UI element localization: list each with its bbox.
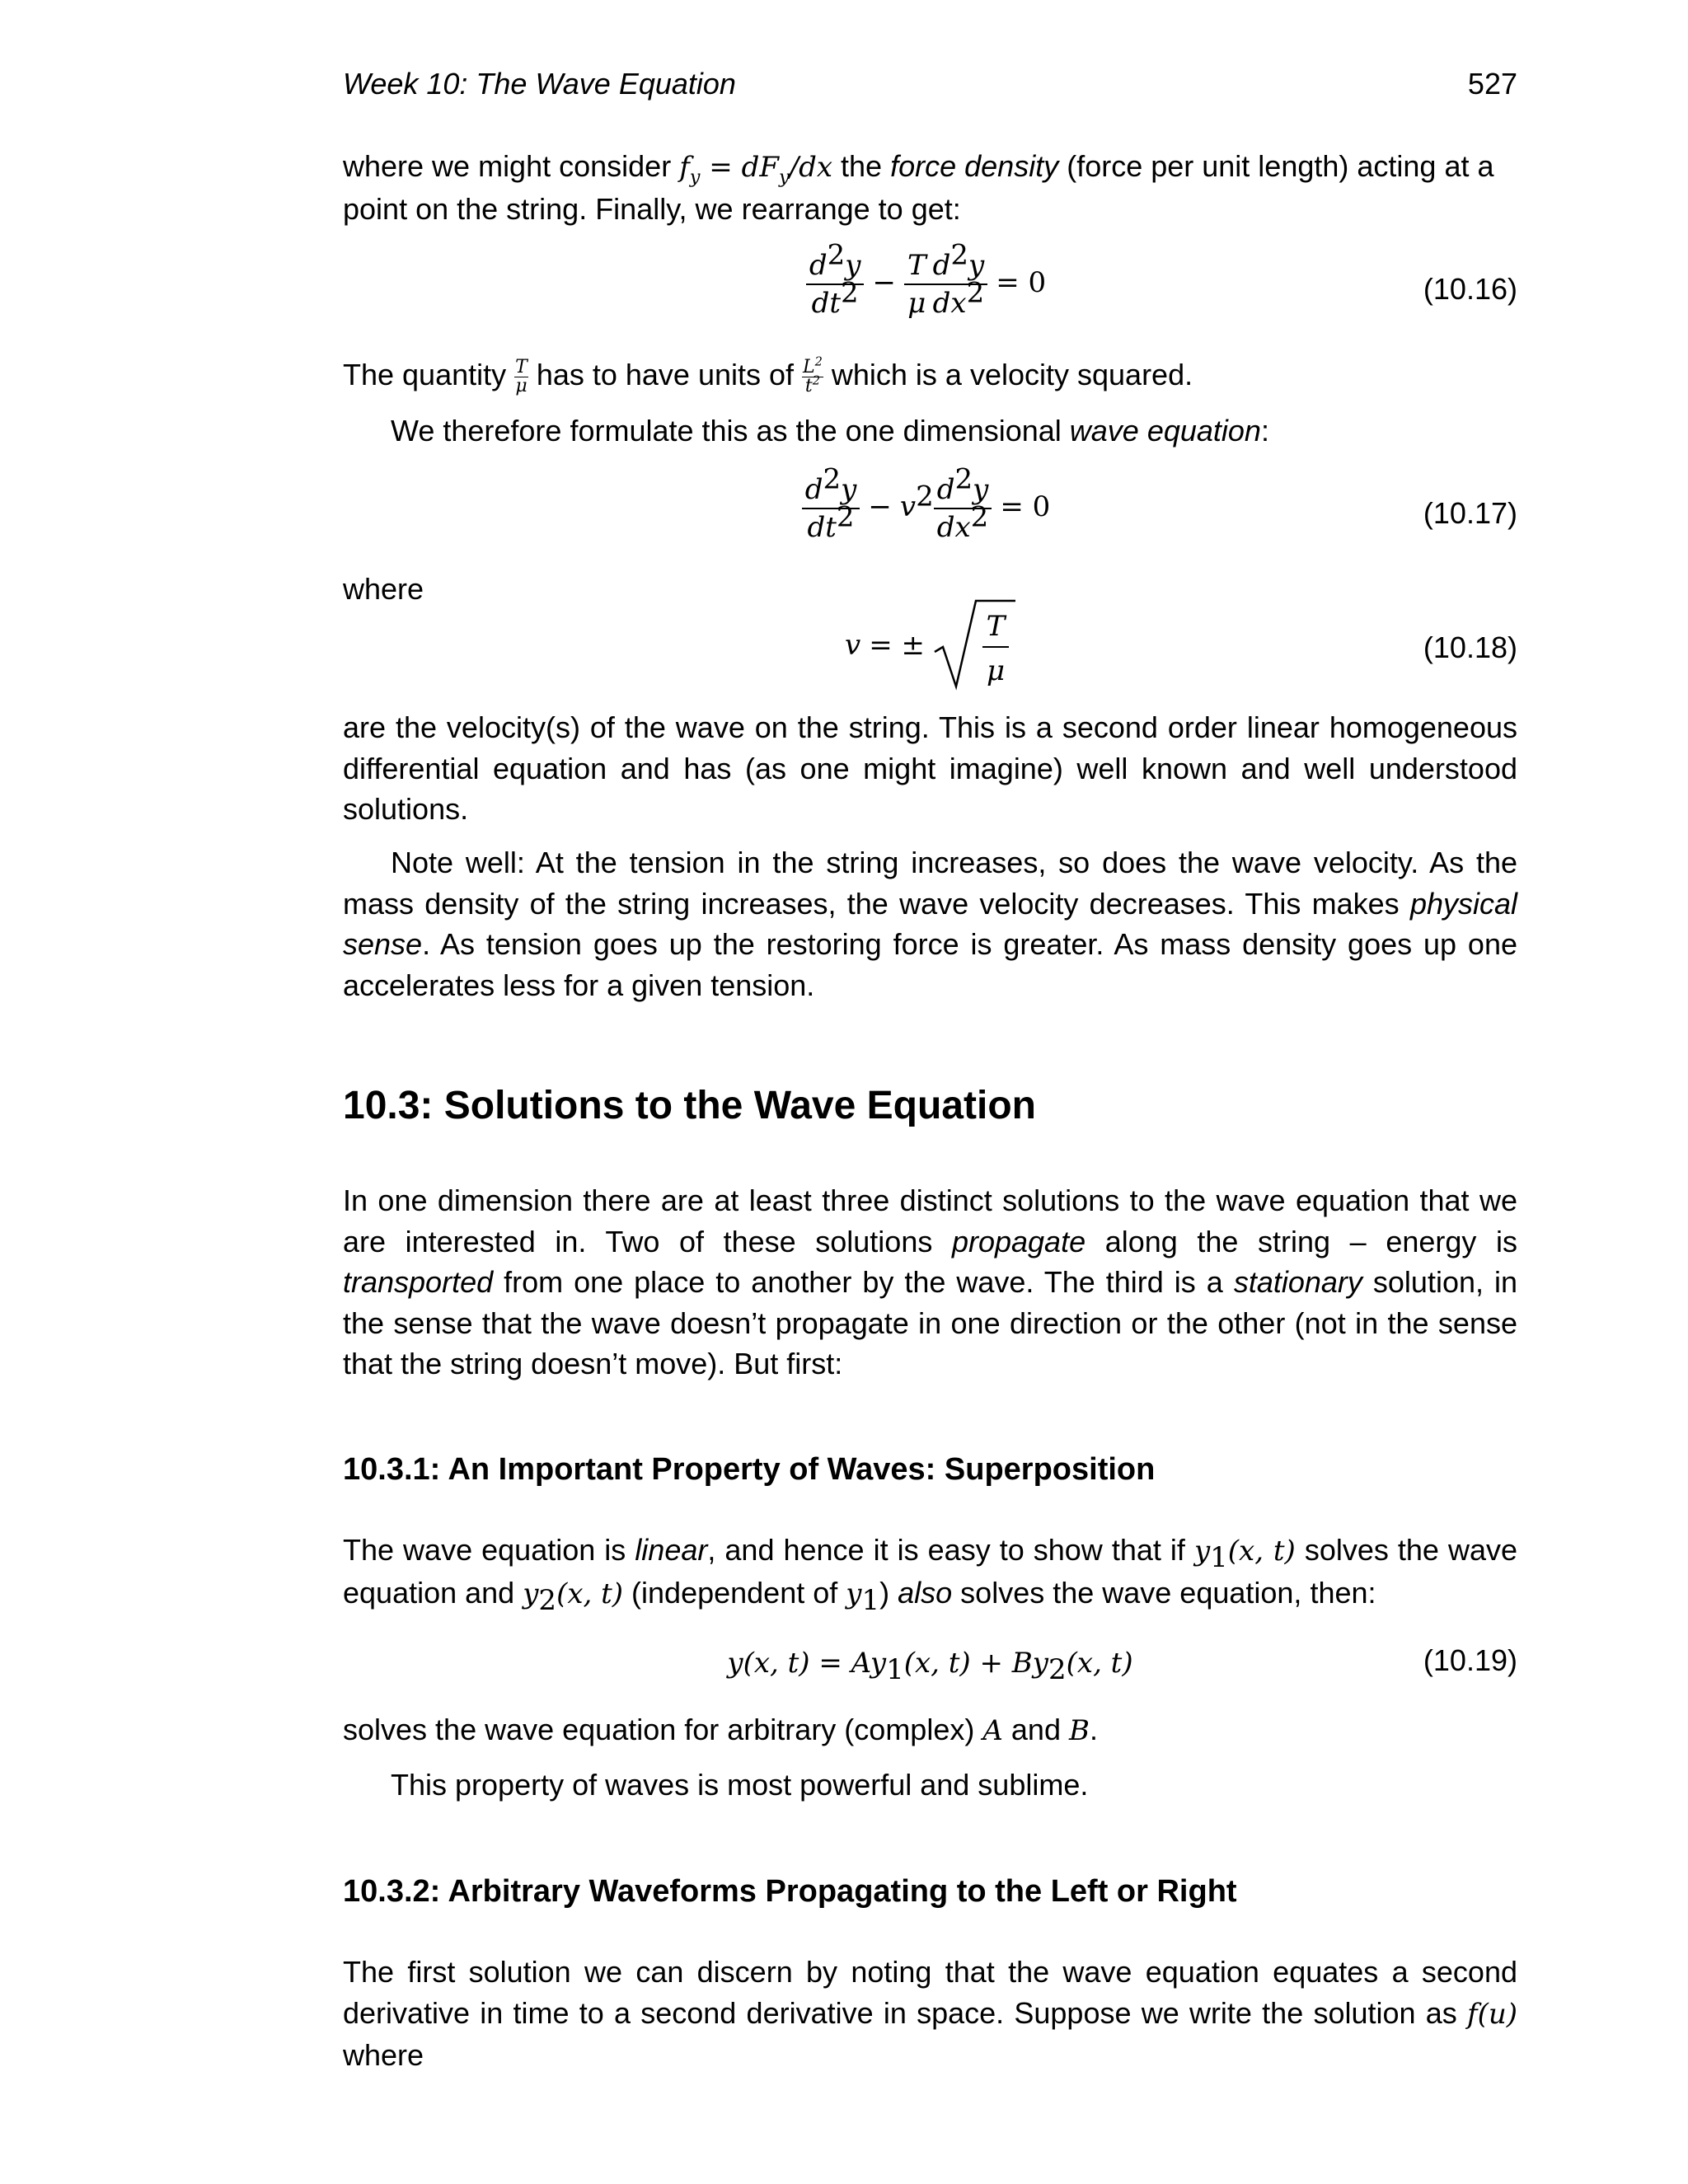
svg-text:T: T <box>986 610 1006 643</box>
subsection-heading-arbitrary-waveforms: 10.3.2: Arbitrary Waveforms Propagating to the Left or Right <box>343 1874 1237 1909</box>
paragraph-quantity-units: The quantity $\frac{T}{\mu}$ has to have units of $\frac{L^2}{t^2}$ which is a velocity squared. <box>343 355 1193 396</box>
math-fy: $f_y = dF_y/dx$ <box>679 151 833 188</box>
equation-number: (10.19) <box>1423 1643 1517 1677</box>
equation-10-17: $\frac{d^2y}{dt^2}$ − $v^2$ $\frac{d^2y}{dx^2}$ = 0 (10.17) <box>343 471 1517 562</box>
subsection-heading-superposition: 10.3.1: An Important Property of Waves: Superposition <box>343 1452 1156 1487</box>
running-head <box>343 64 1517 104</box>
paragraph-arbitrary-complex: solves the wave equation for arbitrary (complex) A and B. <box>343 1713 1098 1747</box>
page-number: 527 <box>1467 67 1517 101</box>
paragraph-force-density: where we might consider $f_y = dF_y/dx$ the force density (force per unit length) acting at a point on the string. Finally, we rearrange to get: <box>343 149 1494 226</box>
paragraph-note-well: Note well: At the tension in the string increases, so does the wave velocity. As the mass density of the string increases, the wave velocity decreases. This makes physical sense. As tension goes up the restoring force is greater. As mass density goes up one accelerates less for a given tension. <box>343 846 1517 1002</box>
paragraph-three-solutions: In one dimension there are at least three distinct solutions to the wave equation that we are interested in. Two of these solutions propagate along the string – energy is transported from one place to another by the wave. The third is a stationary solution, in the sense that the wave doesn’t propagate in one direction or the other (not in the sense that the string doesn’t move). But first: <box>343 1183 1517 1380</box>
equation-number: (10.16) <box>1423 272 1517 306</box>
running-head-title: Week 10: The Wave Equation <box>343 67 736 101</box>
equation-10-16: $\frac{d^2y}{dt^2}$ − $\frac{T}{\mu}$ $\frac{d^2y}{dx^2}$ = 0 (10.16) <box>343 247 1517 338</box>
sqrt-symbol <box>933 598 1015 693</box>
page <box>343 0 1517 2184</box>
svg-text:μ: μ <box>986 654 1006 687</box>
equation-10-18: v = ± T μ (10.18) <box>343 598 1517 696</box>
equation-number: (10.17) <box>1423 496 1517 530</box>
paragraph-velocities: are the velocity(s) of the wave on the string. This is a second order linear homogeneous differential equation and has (as one might imagine) well known and well understood solutions. <box>343 710 1517 826</box>
equation-number: (10.18) <box>1423 630 1517 664</box>
section-heading: 10.3: Solutions to the Wave Equation <box>343 1084 1036 1127</box>
paragraph-formulate: We therefore formulate this as the one dimensional wave equation: <box>391 414 1269 448</box>
paragraph-where: where <box>343 572 424 606</box>
paragraph-first-solution: The first solution we can discern by noting that the wave equation equates a second derivative in time to a second derivative in space. Suppose we write the solution as f(u) where <box>343 1955 1517 2072</box>
paragraph-sublime: This property of waves is most powerful and sublime. <box>391 1768 1089 1802</box>
paragraph-linear: The wave equation is linear, and hence it is easy to show that if $y_1(x$, t) solves the wave equation and $y_2(x$, t) (independent of $y_1$) also solves the wave equation, then: <box>343 1533 1518 1617</box>
equation-10-19: y(x, $t) = Ay_1(x$, $t) + By_2(x$, t) (10.19) <box>727 1643 1517 1686</box>
